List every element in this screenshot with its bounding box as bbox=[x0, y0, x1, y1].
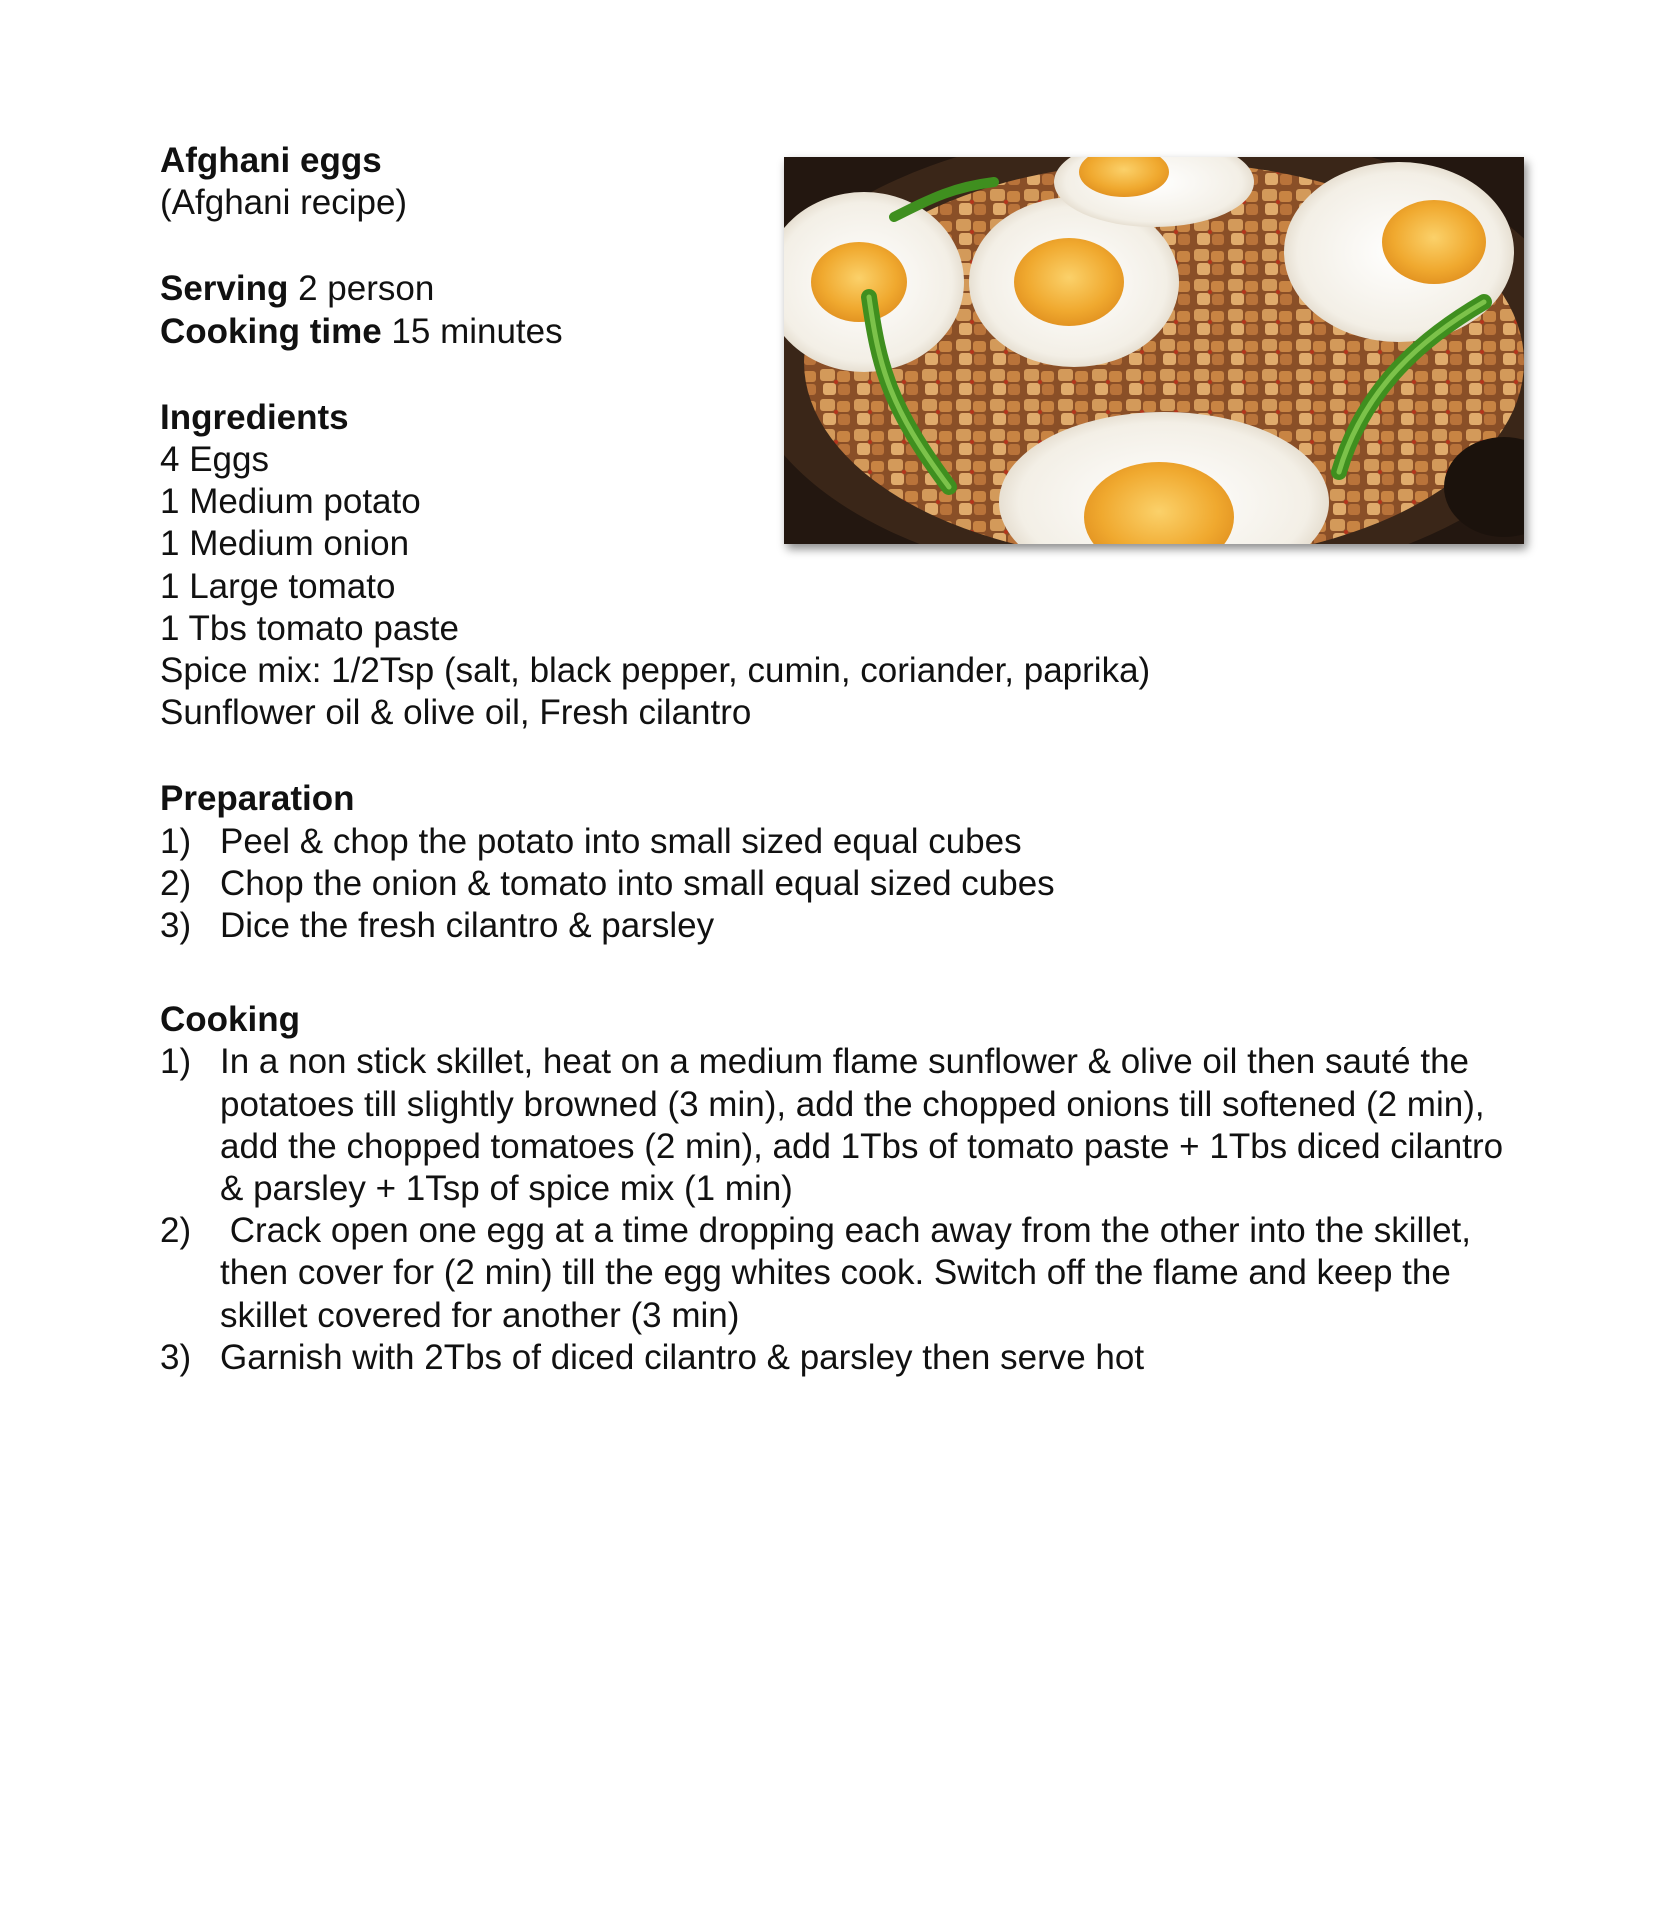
recipe-subtitle: (Afghani recipe) bbox=[160, 183, 408, 223]
serving-value: 2 person bbox=[288, 269, 435, 309]
preparation-step bbox=[160, 863, 1520, 905]
step-number: 3) bbox=[160, 906, 192, 946]
cooking-step bbox=[160, 1337, 1520, 1379]
cooking-time-line bbox=[160, 311, 1520, 353]
ingredient-item: Spice mix: 1/2Tsp (salt, black pepper, cumin, coriander, paprika) bbox=[160, 651, 1151, 691]
cooking-heading: Cooking bbox=[160, 1000, 300, 1040]
preparation-heading: Preparation bbox=[160, 779, 355, 819]
serving-line bbox=[160, 268, 1520, 310]
step-text: Dice the fresh cilantro & parsley bbox=[220, 906, 715, 946]
ingredient-item: 1 Large tomato bbox=[160, 566, 396, 606]
step-text: In a non stick skillet, heat on a medium flame sunflower & olive oil then sauté the potatoes till slightly browned (3 min), add the chopped onions till softened (2 min), add the chopped tomatoes (2 min), add 1Tbs of tomato paste + 1Tbs diced cilantro & parsley + 1Tsp of spice mix (1 min) bbox=[220, 1042, 1504, 1209]
recipe-text bbox=[160, 140, 1520, 1379]
cooking-step bbox=[160, 1210, 1520, 1337]
step-number: 3) bbox=[160, 1337, 192, 1377]
cooking-step bbox=[160, 1041, 1520, 1210]
ingredient-item: 4 Eggs bbox=[160, 440, 269, 480]
cooking-time-label: Cooking time bbox=[160, 311, 382, 351]
recipe-title: Afghani eggs bbox=[160, 141, 382, 180]
preparation-step bbox=[160, 905, 1520, 947]
step-text: Crack open one egg at a time dropping each away from the other into the skillet, then cover for (2 min) till the egg whites cook. Switch off the flame and keep the skillet covered for another (3 min) bbox=[220, 1211, 1481, 1335]
cooking-time-value: 15 minutes bbox=[381, 311, 563, 351]
serving-label: Serving bbox=[160, 269, 289, 309]
step-text: Garnish with 2Tbs of diced cilantro & parsley then serve hot bbox=[220, 1337, 1145, 1377]
preparation-steps bbox=[160, 821, 1520, 948]
step-text: Chop the onion & tomato into small equal sized cubes bbox=[220, 863, 1055, 903]
step-number: 1) bbox=[160, 821, 192, 861]
step-number: 2) bbox=[160, 1211, 192, 1251]
preparation-step bbox=[160, 821, 1520, 863]
ingredients-heading: Ingredients bbox=[160, 397, 349, 437]
cooking-steps bbox=[160, 1041, 1520, 1379]
ingredient-item: 1 Medium potato bbox=[160, 482, 421, 522]
ingredients-list bbox=[160, 439, 1520, 734]
step-number: 2) bbox=[160, 863, 192, 903]
ingredient-item: 1 Tbs tomato paste bbox=[160, 608, 459, 648]
ingredient-item: 1 Medium onion bbox=[160, 524, 410, 564]
step-text: Peel & chop the potato into small sized equal cubes bbox=[220, 821, 1022, 861]
ingredient-item: Sunflower oil & olive oil, Fresh cilantro bbox=[160, 693, 752, 733]
step-number: 1) bbox=[160, 1042, 192, 1082]
